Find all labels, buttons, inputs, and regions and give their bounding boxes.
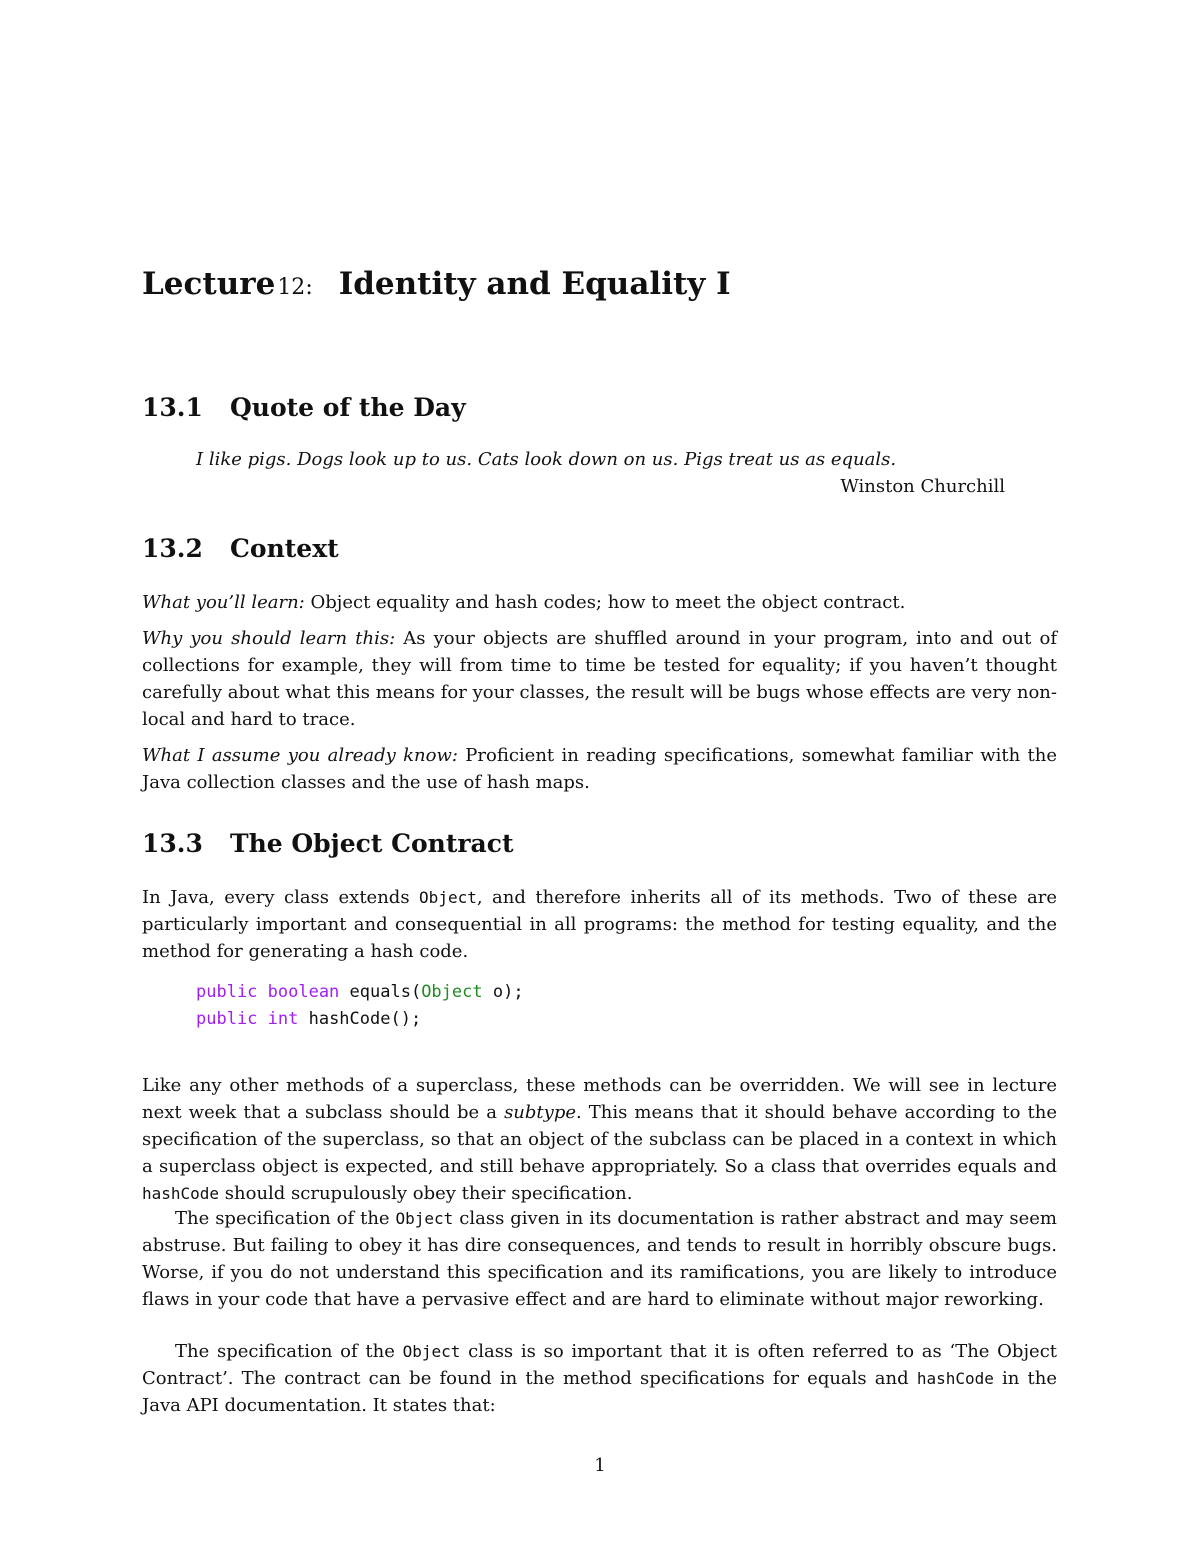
lecture-title [142, 266, 731, 302]
code-type: Object [421, 982, 483, 1002]
assume-text: Proficient in reading specifications, somewhat familiar with the Java collection classes and the use of hash maps. [142, 745, 1058, 793]
section-title: The Object Contract [230, 829, 514, 858]
code-block [196, 979, 524, 1033]
inline-code: Object [419, 888, 477, 907]
lecture-prefix: Lecture [142, 266, 276, 302]
text-run: In Java, every class extends [142, 887, 420, 908]
quote-text: I like pigs. Dogs look up to us. Cats look down on us. Pigs treat us as equals. [196, 449, 897, 470]
code-line-equals [196, 979, 524, 1006]
section-heading-context [142, 534, 339, 563]
text-run: class given in its documentation is rather abstract and may seem abstruse. But failing to obey it has dire consequences, and tends to result in horribly obscure bugs. Worse, if you do not understand this specification and its ramifications, you are likely to introduce flaws in your code that have a pervasive effect and are hard to eliminate without major reworking. [142, 1208, 1057, 1310]
text-run: should scrupulously obey their specification. [219, 1183, 633, 1204]
section-heading-quote [142, 393, 466, 422]
inline-code: hashCode [916, 1369, 994, 1388]
learn-label: What you’ll learn: [142, 592, 305, 613]
contract-paragraph-4 [142, 1338, 1057, 1419]
code-line-hashcode [196, 1006, 524, 1033]
section-heading-object-contract [142, 829, 514, 858]
context-assume-paragraph [142, 742, 1057, 796]
text-run: The specification of the [175, 1208, 396, 1229]
contract-paragraph-2 [142, 1072, 1057, 1207]
lecture-title-text: Identity and Equality I [338, 266, 731, 302]
section-title: Context [230, 534, 339, 563]
why-text: As your objects are shuffled around in your program, into and out of collections for example, they will from time to time be tested for equality; if you haven’t thought carefully about what this means for your classes, the result will be bugs whose effects are very non-local and hard to trace. [142, 628, 1057, 730]
contract-paragraph-3 [142, 1205, 1057, 1313]
context-why-paragraph [142, 625, 1057, 733]
code-text: o); [482, 982, 524, 1002]
lecture-colon: : [305, 275, 313, 300]
section-title: Quote of the Day [230, 393, 466, 422]
quote-author: Winston Churchill [840, 476, 1005, 497]
text-run: class is so important that it is often referred to as ‘The Object Contract’. The contract can be found in the method specifications for equals and [142, 1341, 1058, 1389]
emphasis-subtype: subtype [504, 1102, 576, 1123]
code-keyword: public int [196, 1009, 299, 1029]
assume-label: What I assume you already know: [142, 745, 458, 766]
text-run: Like any other methods of a superclass, these methods can be overridden. We will see in lecture next week that a subclass should be a [142, 1075, 1057, 1123]
code-keyword: public boolean [196, 982, 340, 1002]
section-number: 13.2 [142, 534, 203, 563]
text-run: in the Java API documentation. It states that: [142, 1368, 1058, 1416]
context-learn-paragraph [142, 589, 1057, 616]
contract-paragraph-1 [142, 884, 1057, 965]
section-number: 13.3 [142, 829, 203, 858]
inline-code: hashCode [142, 1184, 220, 1203]
inline-code: Object [395, 1209, 454, 1228]
code-text: hashCode(); [298, 1009, 422, 1029]
inline-code: Object [402, 1342, 461, 1361]
text-run: . This means that it should behave according to the specification of the superclass, so that an object of the subclass can be placed in a context in which a superclass object is expected, and still behave appropriately. So a class that overrides equals and [142, 1102, 1058, 1177]
code-text: equals( [339, 982, 422, 1002]
lecture-number: 12 [277, 275, 306, 300]
learn-text: Object equality and hash codes; how to meet the object contract. [304, 592, 906, 613]
text-run: The specification of the [175, 1341, 403, 1362]
page-number: 1 [594, 1455, 606, 1476]
text-run: , and therefore inherits all of its methods. Two of these are particularly important and consequential in all programs: the method for testing equality, and the method for generating a hash code. [142, 887, 1057, 962]
why-label: Why you should learn this: [142, 628, 396, 649]
section-number: 13.1 [142, 393, 203, 422]
